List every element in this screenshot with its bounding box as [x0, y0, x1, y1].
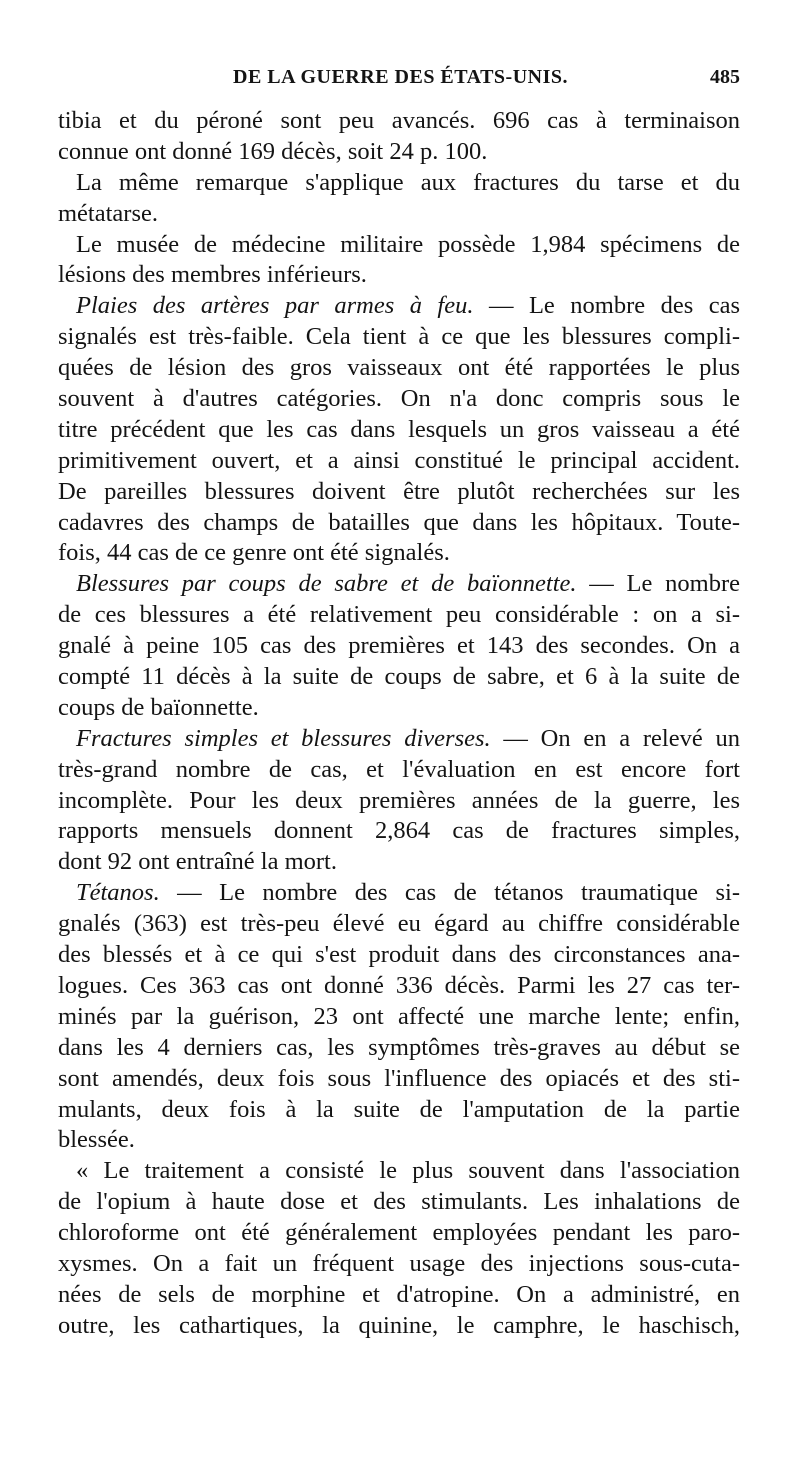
text-line: lésions des membres inférieurs.: [58, 261, 367, 289]
text-line: rapports mensuels donnent 2,864 cas de fractures simples,: [58, 817, 740, 845]
running-title: DE LA GUERRE DES ÉTATS-UNIS.: [233, 66, 569, 88]
section-heading-line: Plaies des artères par armes à feu. — Le nombre des cas: [76, 292, 741, 320]
page-number: 485: [710, 66, 740, 88]
running-header: [58, 66, 740, 96]
text-line: quées de lésion des gros vaisseaux ont été rapportées le plus: [58, 354, 740, 382]
text-line: La même remarque s'applique aux fractures du tarse et du: [76, 168, 740, 196]
section-heading-line: Tétanos. — Le nombre des cas de tétanos traumatique si-: [76, 879, 740, 907]
text-line: très-grand nombre de cas, et l'évaluation en est encore fort: [58, 755, 740, 783]
text-line: nées de sels de morphine et d'atropine. On a administré, en: [58, 1280, 740, 1308]
text-line: logues. Ces 363 cas ont donné 336 décès. Parmi les 27 cas ter-: [58, 971, 740, 999]
text-line: fois, 44 cas de ce genre ont été signalés.: [58, 539, 450, 567]
section-heading: Blessures par coups de sabre et de baïonnette.: [76, 570, 577, 598]
text-line: chloroforme ont été généralement employées pendant les paro-: [58, 1219, 740, 1247]
text-line: outre, les cathartiques, la quinine, le camphre, le haschisch,: [58, 1311, 740, 1339]
text-line: de ces blessures a été relativement peu considérable : on a si-: [58, 601, 740, 629]
text-line: primitivement ouvert, et a ainsi constitué le principal accident.: [58, 446, 740, 474]
text-line: Le musée de médecine militaire possède 1,984 spécimens de: [76, 230, 740, 258]
text-line: des blessés et à ce qui s'est produit dans des circonstances ana-: [58, 941, 740, 969]
text-line: dans les 4 derniers cas, les symptômes très-graves au début se: [58, 1033, 740, 1061]
text-line: gnalés (363) est très-peu élevé eu égard au chiffre considérable: [58, 910, 740, 938]
body-text: [58, 106, 740, 1342]
text-line: de l'opium à haute dose et des stimulants. Les inhalations de: [58, 1188, 740, 1216]
section-heading: Plaies des artères par armes à feu.: [76, 292, 474, 320]
text-line: xysmes. On a fait un fréquent usage des injections sous-cuta-: [58, 1249, 740, 1277]
text-line: blessée.: [58, 1126, 135, 1154]
text-line: minés par la guérison, 23 ont affecté une marche lente; enfin,: [58, 1002, 740, 1030]
text-line: De pareilles blessures doivent être plutôt recherchées sur les: [58, 477, 740, 505]
text-line: métatarse.: [58, 199, 158, 227]
text-line: « Le traitement a consisté le plus souvent dans l'association: [76, 1157, 740, 1185]
text-line: compté 11 décès à la suite de coups de sabre, et 6 à la suite de: [58, 663, 740, 691]
text-line: souvent à d'autres catégories. On n'a donc compris sous le: [58, 385, 740, 413]
text-line: dont 92 ont entraîné la mort.: [58, 848, 337, 876]
text-line: sont amendés, deux fois sous l'influence des opiacés et des sti-: [58, 1064, 740, 1092]
text-line: coups de baïonnette.: [58, 693, 259, 721]
text-line: tibia et du péroné sont peu avancés. 696 cas à terminaison: [58, 107, 740, 134]
section-heading-line: Blessures par coups de sabre et de baïonnette. — Le nombre: [76, 570, 740, 598]
text-line: titre précédent que les cas dans lesquels un gros vaisseau a été: [58, 415, 740, 443]
text-line: mulants, deux fois à la suite de l'amputation de la partie: [58, 1095, 740, 1123]
section-heading-line: Fractures simples et blessures diverses. — On en a relevé un: [76, 724, 740, 752]
text-line: signalés est très-faible. Cela tient à ce que les blessures compli-: [58, 323, 740, 351]
text-line: cadavres des champs de batailles que dans les hôpitaux. Toute-: [58, 508, 740, 536]
section-heading: Tétanos.: [76, 879, 160, 907]
text-line: incomplète. Pour les deux premières années de la guerre, les: [58, 786, 740, 814]
section-heading: Fractures simples et blessures diverses.: [76, 724, 491, 752]
text-line: gnalé à peine 105 cas des premières et 143 des secondes. On a: [58, 632, 740, 660]
text-line: connue ont donné 169 décès, soit 24 p. 100.: [58, 137, 488, 165]
